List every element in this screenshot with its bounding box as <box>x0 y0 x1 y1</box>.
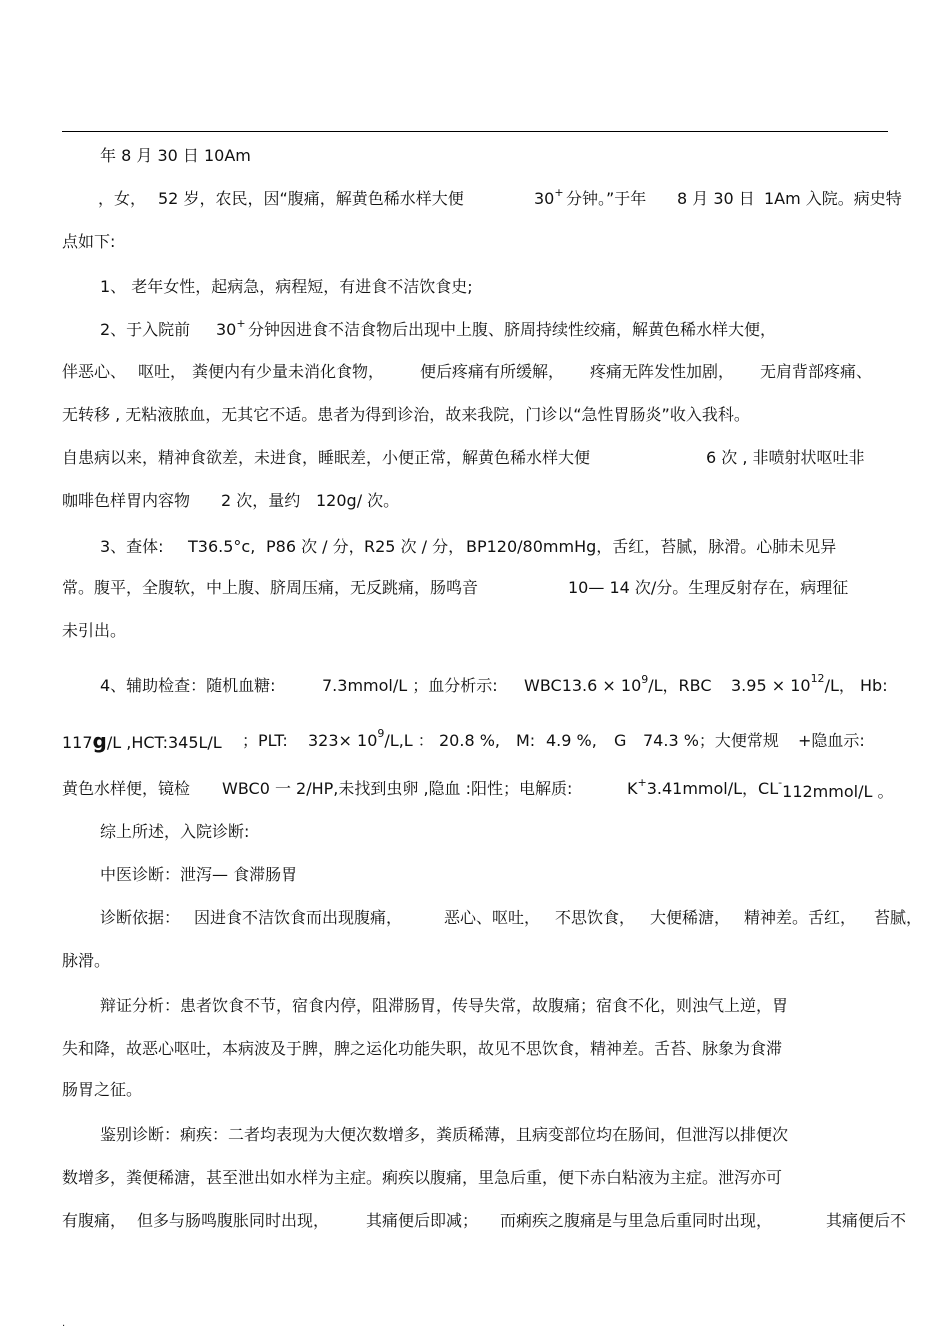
history-text: 6 次 , 非喷射状呕吐非 <box>706 448 865 467</box>
history-text: 无肩背部疼痛、 <box>760 362 873 381</box>
lab-text: G <box>614 731 627 750</box>
history-text: 粪便内有少量未消化食物， <box>192 362 385 381</box>
analysis-text: 失和降，故恶心呕吐，本病波及于脾，脾之运化功能失职，故见不思饮食，精神差。舌苔、脉象为食滞 <box>62 1039 783 1058</box>
plt-value: $323\times 10^9/L,L$ ： <box>308 727 434 750</box>
lab-text: M: <box>516 731 536 750</box>
history-text: 2、于入院前 <box>100 320 191 339</box>
basis-text: 诊断依据： <box>100 908 181 927</box>
pulse: P86 次 / 分， <box>266 537 365 556</box>
lab-text: 7.3mmol/L ；血分析示: <box>322 676 498 695</box>
history-text: 便后疼痛有所缓解， <box>420 362 565 381</box>
history-text: 无转移 , 无粘液脓血，无其它不适。患者为得到诊治，故来我院，门诊以“急性胃肠炎”收入我科。 <box>62 405 750 424</box>
duration: 30+ <box>534 186 564 208</box>
respiration: R25 次 / 分， <box>364 537 465 556</box>
temperature: T36.5°c, <box>188 537 256 556</box>
rbc-value: $3.95 \times 10^{12}/L$， <box>731 672 855 695</box>
lab-text: 20.8 %, <box>439 731 500 750</box>
history-text: 疼痛无阵发性加剧， <box>590 362 735 381</box>
differential-text: 其痛便后不 <box>826 1211 907 1230</box>
lab-text: +隐血示: <box>798 731 865 750</box>
basis-text: 不思饮食， <box>555 908 636 927</box>
lab-text: 4.9 %, <box>546 731 597 750</box>
differential-text: 而痢疾之腹痛是与里急后重同时出现， <box>500 1211 773 1230</box>
basis-text: 大便稀溏， <box>650 908 731 927</box>
basis-text: 恶心、呕吐， <box>444 908 541 927</box>
blood-pressure: BP120/80mmHg，舌红，苔腻，脉滑。心肺未见异 <box>466 537 837 556</box>
lab-text: Hb: <box>860 676 888 695</box>
analysis-text: 辩证分析：患者饮食不节，宿食内停，阻滞肠胃，传导失常，故腹痛；宿食不化，则浊气上逆，胃 <box>100 996 789 1015</box>
history-text: 1、 老年女性，起病急，病程短，有进食不洁饮食史; <box>100 277 473 296</box>
differential-text: 鉴别诊断：痢疾：二者均表现为大便次数增多，粪质稀薄，且病变部位均在肠间，但泄泻以排便次 <box>100 1125 789 1144</box>
history-text: 2 次，量约 <box>221 491 301 510</box>
intro-text: 点如下: <box>62 232 116 251</box>
exam-text: 未引出。 <box>62 621 127 640</box>
differential-text: 但多与肠鸣腹胀同时出现， <box>137 1211 330 1230</box>
history-text: 咖啡色样胃内容物 <box>62 491 191 510</box>
wbc-value: $WBC13.6 \times 10^9/L$，RBC <box>524 673 712 695</box>
intro-text: ，女， <box>98 189 147 208</box>
admit-date: 8 月 30 日 <box>677 189 755 208</box>
differential-text: 数增多，粪便稀溏，甚至泄出如水样为主症。痢疾以腹痛，里急后重，便下赤白粘液为主症。泄泻亦可 <box>62 1168 783 1187</box>
duration: 30+ <box>216 317 246 339</box>
lab-text: 黄色水样便，镜检 <box>62 779 191 798</box>
record-date: 年 8 月 30 日 10Am <box>100 146 251 165</box>
exam-text: 常。腹平，全腹软，中上腹、脐周压痛，无反跳痛，肠鸣音 <box>62 578 479 597</box>
history-text: 分钟因进食不洁食物后出现中上腹、脐周持续性绞痛，解黄色稀水样大便， <box>248 320 777 339</box>
footer-dot: . <box>62 1318 66 1329</box>
history-text: 120g/ 次。 <box>316 491 400 510</box>
intro-text: 1Am 入院。病史特 <box>764 189 902 208</box>
history-text: 自患病以来，精神食欲差，未进食，睡眠差，小便正常，解黄色稀水样大便 <box>62 448 591 467</box>
exam-text: 10— 14 次/分。生理反射存在，病理征 <box>568 578 849 597</box>
hb-value: 117g/L ,HCT:345L/L <box>62 729 222 753</box>
summary-text: 综上所述，入院诊断: <box>100 822 250 841</box>
exam-text: 3、查体: <box>100 537 164 556</box>
lab-text: 4、辅助检查：随机血糖: <box>100 676 276 695</box>
history-text: 伴恶心、 <box>62 362 127 381</box>
differential-text: 其痛便后即减； <box>366 1211 479 1230</box>
basis-text: 精神差。舌红， <box>744 908 857 927</box>
basis-text: 苔腻， <box>874 908 923 927</box>
tcm-diagnosis: 中医诊断：泄泻— 食滞肠胃 <box>100 865 298 884</box>
lab-text: 74.3 %；大便常规 <box>643 731 779 750</box>
intro-text: 52 岁，农民，因“腹痛，解黄色稀水样大便 <box>158 189 464 208</box>
intro-text: 分钟。”于年 <box>566 189 647 208</box>
analysis-text: 肠胃之征。 <box>62 1080 143 1099</box>
basis-text: 脉滑。 <box>62 951 111 970</box>
potassium-value: K+3.41mmol/L，CL-112mmol/L 。 <box>627 776 894 801</box>
header-rule <box>62 131 888 132</box>
lab-text: WBC0 一 2/HP,未找到虫卵 ,隐血 :阳性；电解质: <box>222 779 573 798</box>
history-text: 呕吐， <box>138 362 187 381</box>
basis-text: 因进食不洁饮食而出现腹痛， <box>194 908 403 927</box>
lab-text: ；PLT: <box>242 731 288 750</box>
differential-text: 有腹痛， <box>62 1211 127 1230</box>
